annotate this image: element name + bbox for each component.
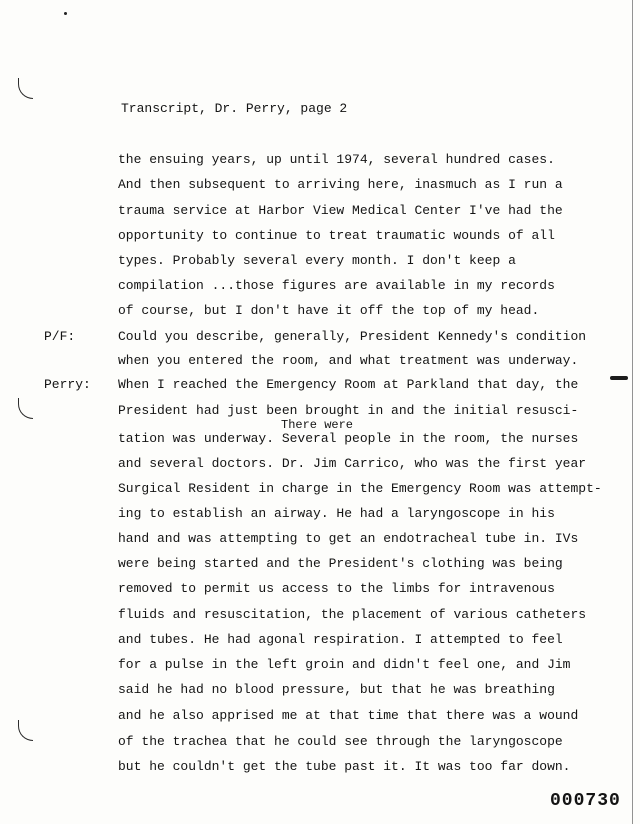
transcript-line: when you entered the room, and what treatment was underway. — [118, 353, 579, 368]
transcript-line: and tubes. He had agonal respiration. I attempted to feel — [118, 632, 563, 647]
transcript-line: removed to permit us access to the limbs for intravenous — [118, 581, 555, 596]
transcript-line: of course, but I don't have it off the top of my head. — [118, 303, 540, 318]
transcript-line: President had just been brought in and the initial resusci- — [118, 403, 579, 418]
transcript-line: and several doctors. Dr. Jim Carrico, who was the first year — [118, 456, 587, 471]
transcript-line: of the trachea that he could see through the laryngoscope — [118, 734, 563, 749]
transcript-line: hand and was attempting to get an endotracheal tube in. IVs — [118, 531, 579, 546]
transcript-line: types. Probably several every month. I don't keep a — [118, 253, 516, 268]
punch-hole-icon — [18, 398, 33, 419]
transcript-line: were being started and the President's clothing was being — [118, 556, 563, 571]
ink-smudge-mark — [610, 376, 628, 380]
transcript-line: said he had no blood pressure, but that he was breathing — [118, 682, 555, 697]
punch-hole-icon — [18, 78, 33, 99]
page-header: Transcript, Dr. Perry, page 2 — [121, 101, 348, 116]
speaker-label-interviewer: P/F: — [44, 329, 76, 344]
transcript-line: for a pulse in the left groin and didn't feel one, and Jim — [118, 657, 571, 672]
transcript-line: trauma service at Harbor View Medical Center I've had the — [118, 203, 563, 218]
speaker-label-perry: Perry: — [44, 377, 91, 392]
transcript-line: When I reached the Emergency Room at Parkland that day, the — [118, 377, 579, 392]
transcript-line: fluids and resuscitation, the placement of various catheters — [118, 607, 587, 622]
transcript-line: compilation ...those figures are available in my records — [118, 278, 555, 293]
transcript-line: And then subsequent to arriving here, inasmuch as I run a — [118, 177, 563, 192]
handwritten-insertion: There were — [281, 418, 354, 432]
punch-hole-icon — [18, 720, 33, 741]
transcript-line: and he also apprised me at that time that there was a wound — [118, 708, 579, 723]
page-number: 000730 — [550, 791, 621, 811]
transcript-line: ing to establish an airway. He had a laryngoscope in his — [118, 506, 555, 521]
page-edge-line — [632, 0, 633, 824]
speck-mark — [64, 12, 67, 15]
transcript-line: Surgical Resident in charge in the Emergency Room was attempt- — [118, 481, 602, 496]
transcript-line: tation was underway. Several people in the room, the nurses — [118, 431, 579, 446]
transcript-line: but he couldn't get the tube past it. It was too far down. — [118, 759, 571, 774]
transcript-line: the ensuing years, up until 1974, several hundred cases. — [118, 152, 555, 167]
transcript-line: Could you describe, generally, President Kennedy's condition — [118, 329, 587, 344]
transcript-line: opportunity to continue to treat traumatic wounds of all — [118, 228, 555, 243]
